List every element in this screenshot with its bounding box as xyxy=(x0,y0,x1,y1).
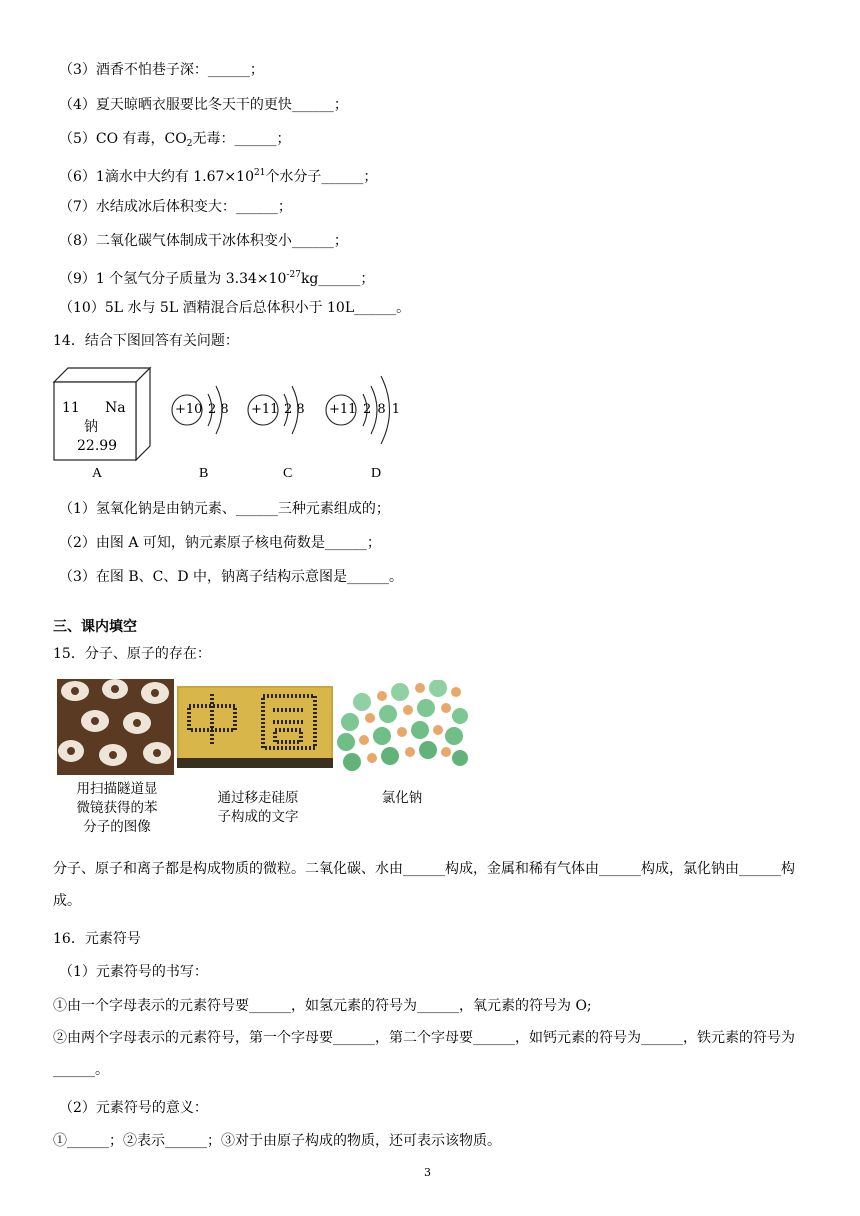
q13-item-10: （10）5L 水与 5L 酒精混合后总体积小于 10L______。 xyxy=(59,300,411,316)
q14-sub-1: （1）氢氧化钠是由钠元素、______三种元素组成的； xyxy=(59,501,390,517)
q14-sub-3: （3）在图 B、C、D 中，钠离子结构示意图是______。 xyxy=(59,569,404,585)
figure-label-d: D xyxy=(371,466,382,481)
q13-item-9-exp: -27 xyxy=(286,270,301,280)
q13-item-9-a: （9）1 个氢气分子质量为 3.34×10 xyxy=(59,271,287,287)
q15-stem: 15．分子、原子的存在： xyxy=(53,646,211,662)
q13-item-3: （3）酒香不怕巷子深：______； xyxy=(59,62,264,78)
silicon-atoms-image xyxy=(177,686,333,768)
caption-silicon-line-2: 子构成的文字 xyxy=(217,809,299,825)
caption-silicon-line-1: 通过移走硅原 xyxy=(217,790,299,806)
section-title: 三、课内填空 xyxy=(53,619,137,635)
atom-b-shells: 2 8 xyxy=(208,402,229,417)
caption-benzene xyxy=(55,780,179,837)
element-number: 11 xyxy=(62,400,80,416)
q13-item-6-a: （6）1滴水中大约有 1.67×10 xyxy=(59,169,254,185)
atom-b-nucleus: +10 xyxy=(175,402,203,417)
q16-part-2: （2）元素符号的意义： xyxy=(59,1100,208,1116)
q16-line-2: ②由两个字母表示的元素符号，第一个字母要______，第二个字母要______，如钙元素的符号为______，铁元素的符号为______。 xyxy=(53,1030,795,1078)
element-mass: 22.99 xyxy=(77,438,118,454)
q13-item-6-b: 个水分子______； xyxy=(265,169,378,185)
q13-item-5-a: （5）CO 有毒，CO xyxy=(59,131,187,147)
q13-item-8: （8）二氧化碳气体制成干冰体积变小______； xyxy=(59,233,348,249)
page-number: 3 xyxy=(424,1166,431,1179)
caption-nacl-line-1: 氯化钠 xyxy=(381,790,423,806)
atom-d-nucleus: +11 xyxy=(329,402,357,417)
figure-label-a: A xyxy=(92,466,103,481)
caption-nacl xyxy=(352,789,452,808)
q16-stem: 16．元素符号 xyxy=(53,931,141,947)
caption-benzene-line-1: 用扫描隧道显 xyxy=(76,781,158,797)
benzene-stm-image xyxy=(57,679,174,775)
q13-item-7: （7）水结成冰后体积变大：______； xyxy=(59,199,292,215)
q14-sub-2: （2）由图 A 可知，钠元素原子核电荷数是______； xyxy=(59,535,381,551)
q13-item-4: （4）夏天晾晒衣服要比冬天干的更快______； xyxy=(59,97,348,113)
q13-item-9-b: kg______； xyxy=(300,271,375,287)
caption-silicon xyxy=(196,789,320,827)
q13-item-5-sub: 2 xyxy=(186,139,193,149)
q13-item-5 xyxy=(59,130,290,153)
q13-item-6-exp: 21 xyxy=(253,168,266,178)
q13-item-9 xyxy=(59,266,374,288)
caption-benzene-line-2: 微镜获得的苯 xyxy=(76,800,158,816)
atom-d-shells: 2 8 1 xyxy=(363,402,402,417)
atom-c-shells: 2 8 xyxy=(284,402,305,417)
sodium-chloride-lattice-image xyxy=(334,680,470,776)
caption-benzene-line-3: 分子的图像 xyxy=(83,819,151,835)
figure-label-b: B xyxy=(199,466,209,481)
figure-label-c: C xyxy=(283,466,293,481)
q14-stem: 14．结合下图回答有关问题： xyxy=(53,333,239,349)
q16-part-1: （1）元素符号的书写： xyxy=(59,964,208,980)
element-symbol: Na xyxy=(105,400,126,416)
q13-item-6 xyxy=(59,164,377,186)
element-name: 钠 xyxy=(84,419,98,435)
q16-line-3: ①______；②表示______；③对于由原子构成的物质，还可表示该物质。 xyxy=(53,1133,501,1149)
atom-c-nucleus: +11 xyxy=(251,402,279,417)
q13-item-5-b: 无毒：______； xyxy=(192,131,291,147)
q16-line-1: ①由一个字母表示的元素符号要______，如氢元素的符号为______，氧元素的符号为 O; xyxy=(53,998,592,1014)
q15-paragraph: 分子、原子和离子都是构成物质的微粒。二氧化碳、水由______构成，金属和稀有气体由______构成，氯化钠由______构成。 xyxy=(53,861,795,909)
